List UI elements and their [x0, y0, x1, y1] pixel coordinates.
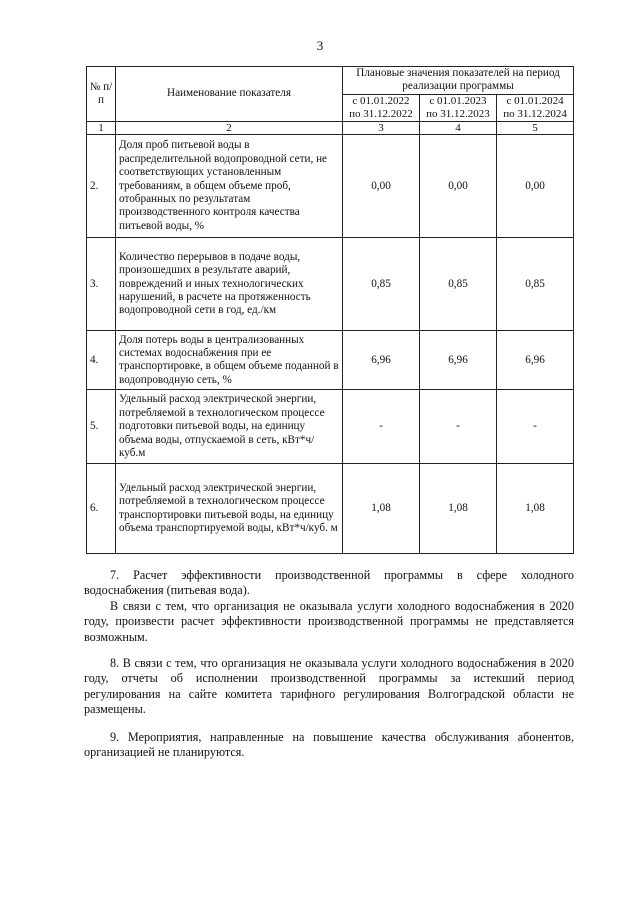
indicator-name: Количество перерывов в подаче воды, произошедших в результате аварий, повреждений и иных технологических нарушений, в расчете на протяженность водопроводной сети в год, ед./км: [116, 238, 343, 331]
value-2022: 1,08: [343, 464, 420, 554]
value-2024: 6,96: [497, 331, 574, 390]
value-2024: 0,00: [497, 135, 574, 238]
value-2023: 0,00: [420, 135, 497, 238]
header-planned-group: Плановые значения показателей на период реализации программы: [343, 67, 574, 95]
table-header-row: [87, 67, 574, 95]
header-period-2023: с 01.01.2023 по 31.12.2023: [420, 94, 497, 121]
value-2022: 0,00: [343, 135, 420, 238]
paragraph-7: 7. Расчет эффективности производственной программы в сфере холодного водоснабжения (питьевая вода).: [84, 568, 574, 598]
table-index-row: [87, 121, 574, 135]
indicators-table: [86, 66, 574, 554]
header-period-2022: с 01.01.2022 по 31.12.2022: [343, 94, 420, 121]
row-number: 4.: [87, 331, 116, 390]
value-2022: 0,85: [343, 238, 420, 331]
col-index: 1: [87, 121, 116, 135]
header-num: № п/п: [87, 67, 116, 122]
indicator-name: Доля потерь воды в централизованных системах водоснабжения при ее транспортировке, в общем объеме поданной в водопроводную сеть, %: [116, 331, 343, 390]
table-row: [87, 390, 574, 464]
value-2022: 6,96: [343, 331, 420, 390]
paragraph-7-body: В связи с тем, что организация не оказывала услуги холодного водоснабжения в 2020 году, произвести расчет эффективности производственной программы не представляется возможным.: [84, 599, 574, 644]
col-index: 4: [420, 121, 497, 135]
indicator-name: Удельный расход электрической энергии, потребляемой в технологическом процессе подготовки питьевой воды, на единицу объема воды, отпускаемой в сеть, кВт*ч/куб.м: [116, 390, 343, 464]
value-2023: 6,96: [420, 331, 497, 390]
page-number: 3: [316, 38, 324, 53]
value-2022: -: [343, 390, 420, 464]
table-row: [87, 135, 574, 238]
paragraph-8: 8. В связи с тем, что организация не оказывала услуги холодного водоснабжения в 2020 году, отчеты об исполнении производственной программы за истекший период регулирования на сайте комитета тарифного регулирования Волгоградской области не размещены.: [84, 656, 574, 716]
value-2023: -: [420, 390, 497, 464]
indicator-name: Доля проб питьевой воды в распределительной водопроводной сети, не соответствующих установленным требованиям, в общем объеме проб, отобранных по результатам производственного контроля качества питьевой воды, %: [116, 135, 343, 238]
col-index: 5: [497, 121, 574, 135]
paragraph-9: 9. Мероприятия, направленные на повышение качества обслуживания абонентов, организацией не планируются.: [84, 730, 574, 760]
header-period-2024: с 01.01.2024 по 31.12.2024: [497, 94, 574, 121]
row-number: 6.: [87, 464, 116, 554]
table-row: [87, 238, 574, 331]
value-2024: 0,85: [497, 238, 574, 331]
row-number: 5.: [87, 390, 116, 464]
row-number: 3.: [87, 238, 116, 331]
indicator-name: Удельный расход электрической энергии, потребляемой в технологическом процессе транспортировки питьевой воды, на единицу объема транспортируемой воды, кВт*ч/куб. м: [116, 464, 343, 554]
value-2023: 0,85: [420, 238, 497, 331]
row-number: 2.: [87, 135, 116, 238]
table-row: [87, 331, 574, 390]
header-name: Наименование показателя: [116, 67, 343, 122]
value-2024: -: [497, 390, 574, 464]
col-index: 2: [116, 121, 343, 135]
col-index: 3: [343, 121, 420, 135]
table-row: [87, 464, 574, 554]
value-2024: 1,08: [497, 464, 574, 554]
value-2023: 1,08: [420, 464, 497, 554]
